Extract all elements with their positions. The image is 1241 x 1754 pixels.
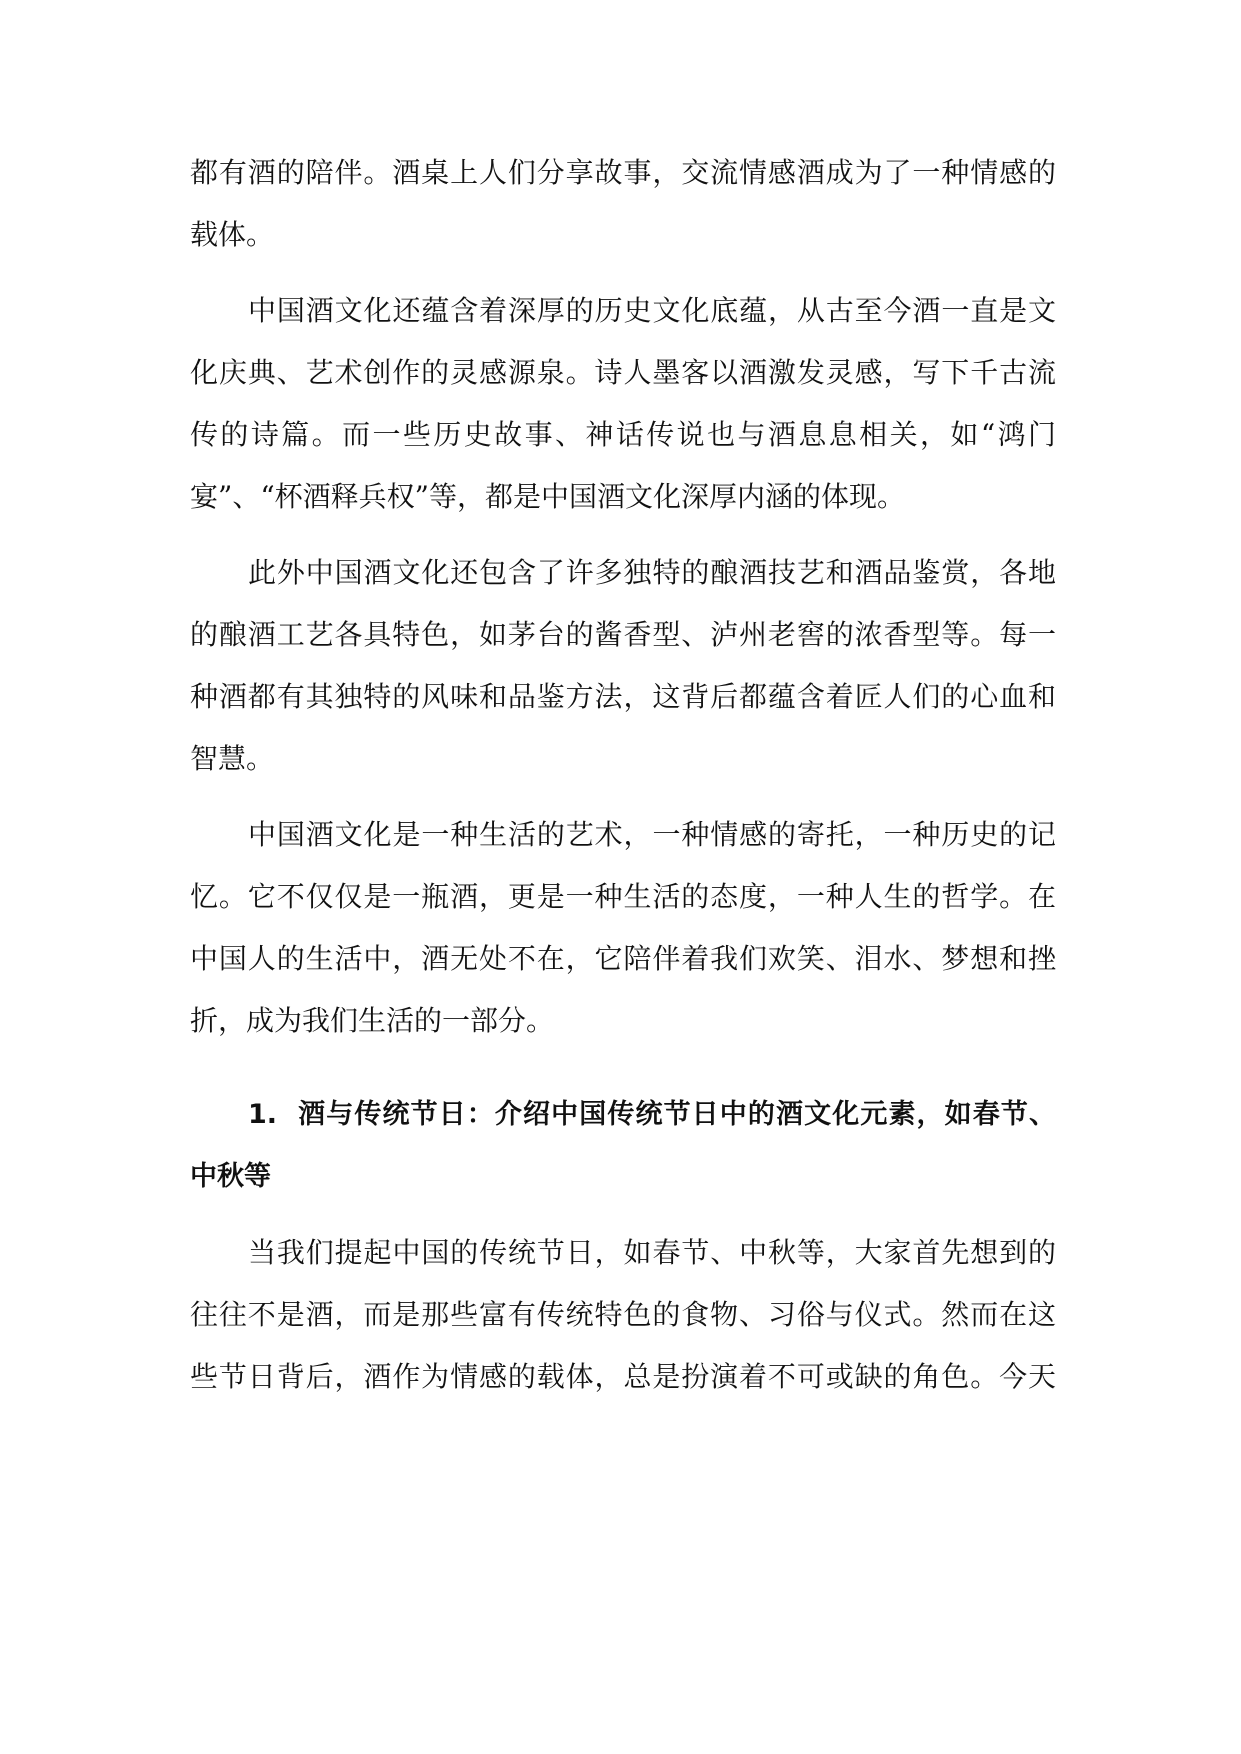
text-line: 的酿酒工艺各具特色，如茅台的酱香型、泸州老窖的浓香型等。每一 [190,618,1056,651]
text-line: 忆。它不仅仅是一瓶酒，更是一种生活的态度，一种人生的哲学。在 [190,880,1056,913]
text-line: 此外中国酒文化还包含了许多独特的酿酒技艺和酒品鉴赏，各地 [248,556,1056,589]
paragraph-3 [190,542,1056,790]
paragraph-2 [190,280,1056,528]
text-line: 载体。 [190,218,275,251]
heading-number: 1. [248,1099,278,1130]
text-line: 中国酒文化还蕴含着深厚的历史文化底蕴，从古至今酒一直是文 [248,294,1056,327]
text-line: 种酒都有其独特的风味和品鉴方法，这背后都蕴含着匠人们的心血和 [190,680,1056,713]
text-line: 中国酒文化是一种生活的艺术，一种情感的寄托，一种历史的记 [248,818,1056,851]
text-line: 往往不是酒，而是那些富有传统特色的食物、习俗与仪式。然而在这 [190,1298,1056,1331]
text-line: 宴”、“杯酒释兵权”等，都是中国酒文化深厚内涵的体现。 [190,480,905,513]
heading-line: 中秋等 [190,1161,271,1192]
paragraph-4 [190,804,1056,1052]
paragraph-5 [190,1222,1056,1408]
paragraph-1 [190,142,1056,266]
text-line: 中国人的生活中，酒无处不在，它陪伴着我们欢笑、泪水、梦想和挫 [190,942,1056,975]
text-line: 都有酒的陪伴。酒桌上人们分享故事，交流情感酒成为了一种情感的 [190,156,1056,189]
text-line: 化庆典、艺术创作的灵感源泉。诗人墨客以酒激发灵感，写下千古流 [190,356,1056,389]
heading-text: 酒与传统节日：介绍中国传统节日中的酒文化元素，如春节、 [297,1099,1056,1130]
text-line: 传的诗篇。而一些历史故事、神话传说也与酒息息相关，如“鸿门 [190,418,1056,451]
text-line: 智慧。 [190,742,275,775]
text-line: 折，成为我们生活的一部分。 [190,1004,555,1037]
text-line: 些节日背后，酒作为情感的载体，总是扮演着不可或缺的角色。今天 [190,1360,1056,1393]
heading-line [190,1084,1056,1146]
document-body [190,142,1056,1422]
section-heading [190,1084,1056,1208]
text-line: 当我们提起中国的传统节日，如春节、中秋等，大家首先想到的 [248,1236,1056,1269]
